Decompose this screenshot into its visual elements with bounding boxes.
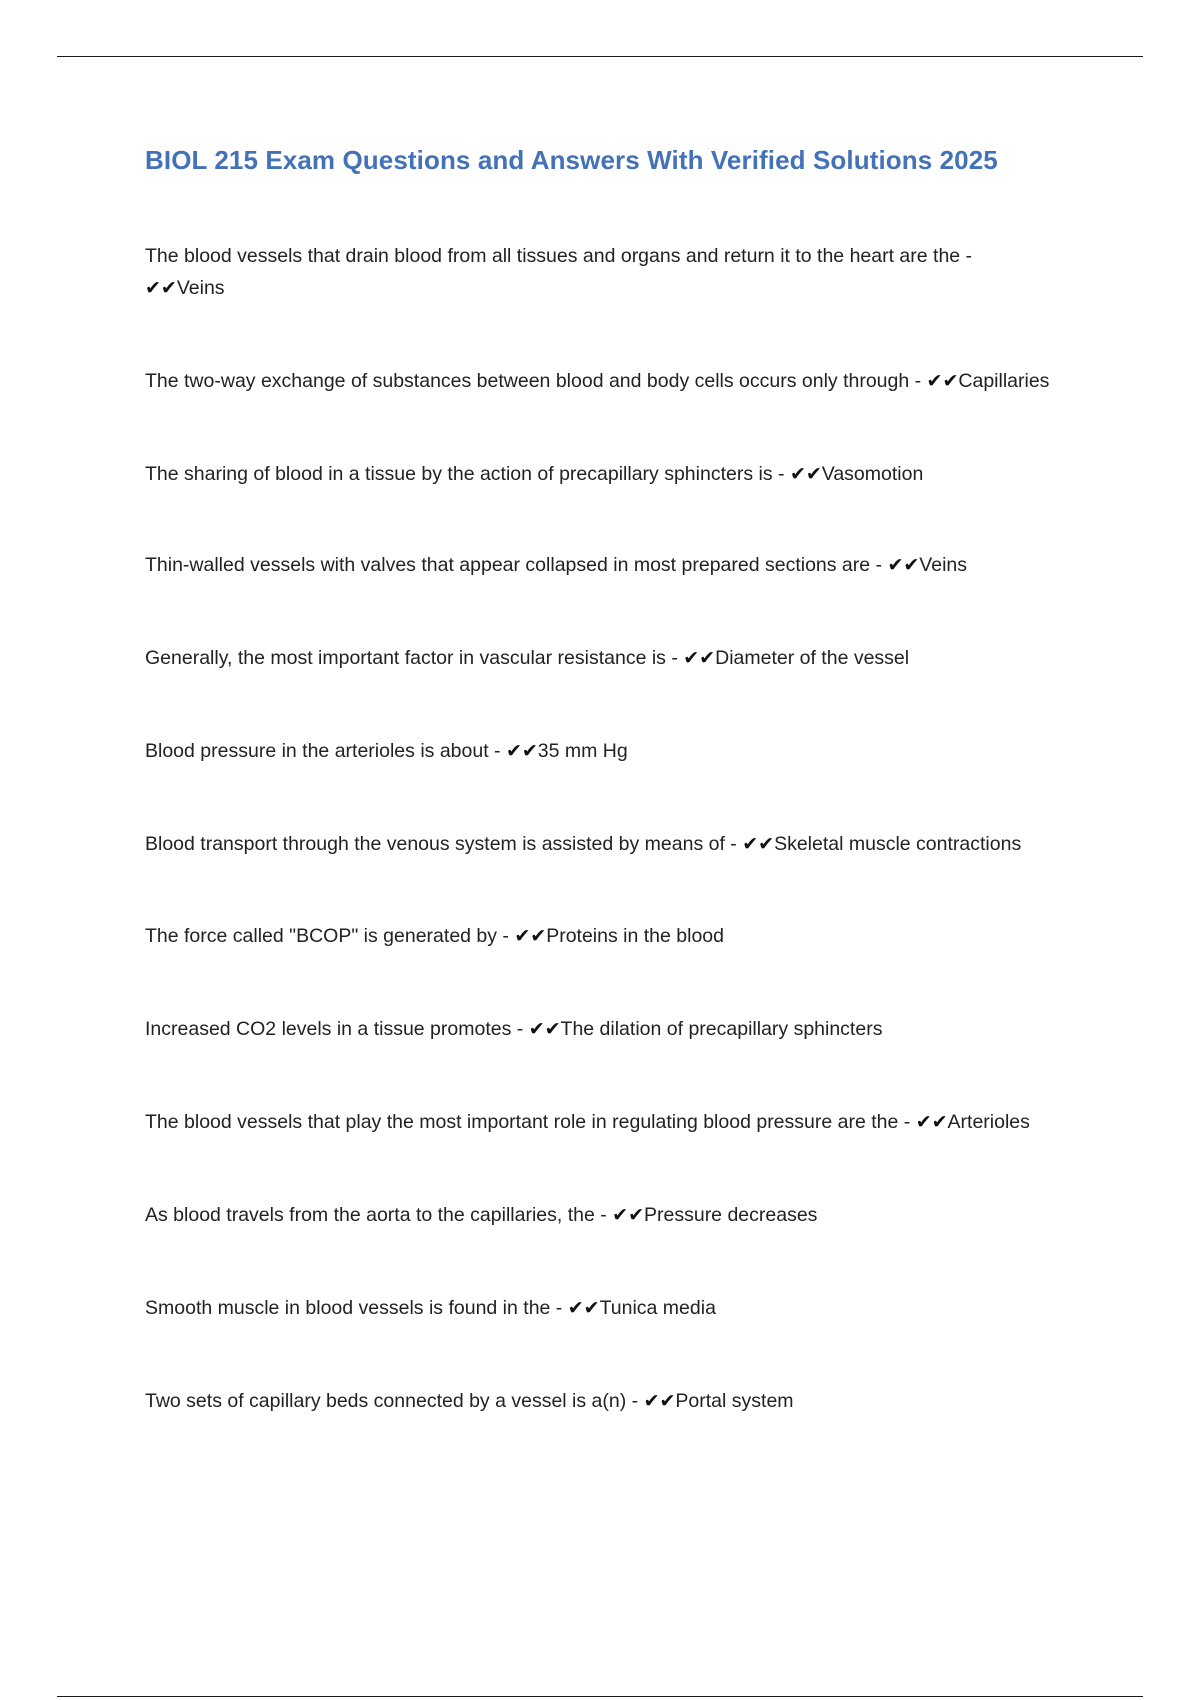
checkmark-icon: ✔✔ xyxy=(643,1390,676,1412)
answer-text: 35 mm Hg xyxy=(537,740,628,762)
answer-text: Arterioles xyxy=(947,1111,1030,1133)
answer-text: The dilation of precapillary sphincters xyxy=(560,1018,883,1040)
answer-text: Portal system xyxy=(675,1390,794,1412)
checkmark-icon: ✔✔ xyxy=(742,833,775,855)
qa-item xyxy=(145,365,1095,397)
answer-text: Capillaries xyxy=(958,370,1050,392)
question-text: Blood pressure in the arterioles is about - xyxy=(145,740,501,762)
question-text: The force called "BCOP" is generated by - xyxy=(145,925,509,947)
answer-text: Diameter of the vessel xyxy=(715,647,910,669)
question-text: Two sets of capillary beds connected by a vessel is a(n) - xyxy=(145,1390,639,1412)
qa-item xyxy=(145,828,1095,860)
answer-text: Skeletal muscle contractions xyxy=(774,833,1022,855)
qa-item xyxy=(145,549,1095,581)
question-text: Increased CO2 levels in a tissue promotes - xyxy=(145,1018,524,1040)
checkmark-icon: ✔✔ xyxy=(145,277,177,299)
qa-item xyxy=(145,1013,1095,1045)
answer-text: Proteins in the blood xyxy=(546,925,724,947)
answer-text: Veins xyxy=(176,277,225,299)
question-text: Thin-walled vessels with valves that appear collapsed in most prepared sections are - xyxy=(145,554,883,576)
question-text: The blood vessels that play the most important role in regulating blood pressure are the - xyxy=(145,1111,911,1133)
answer-text: Vasomotion xyxy=(821,463,924,485)
qa-item xyxy=(145,735,1095,767)
qa-item xyxy=(145,1106,1095,1138)
question-text: As blood travels from the aorta to the capillaries, the - xyxy=(145,1204,607,1226)
qa-item xyxy=(145,642,1095,674)
qa-item xyxy=(145,920,1095,952)
qa-item xyxy=(145,240,1095,304)
header-rule xyxy=(57,56,1143,57)
checkmark-icon: ✔✔ xyxy=(514,925,547,947)
checkmark-icon: ✔✔ xyxy=(683,647,716,669)
qa-item xyxy=(145,1199,1095,1231)
checkmark-icon: ✔✔ xyxy=(915,1111,948,1133)
checkmark-icon: ✔✔ xyxy=(926,370,959,392)
checkmark-icon: ✔✔ xyxy=(887,554,920,576)
question-text: Generally, the most important factor in vascular resistance is - xyxy=(145,647,678,669)
answer-text: Tunica media xyxy=(599,1297,716,1319)
answer-text: Veins xyxy=(919,554,967,576)
qa-item xyxy=(145,458,1095,490)
answer-text: Pressure decreases xyxy=(644,1204,818,1226)
qa-item xyxy=(145,1292,1095,1324)
footer-rule xyxy=(57,1696,1143,1697)
checkmark-icon: ✔✔ xyxy=(528,1018,561,1040)
question-text: Blood transport through the venous system is assisted by means of - xyxy=(145,833,737,855)
checkmark-icon: ✔✔ xyxy=(567,1297,600,1319)
checkmark-icon: ✔✔ xyxy=(789,463,822,485)
checkmark-icon: ✔✔ xyxy=(505,740,538,762)
question-text: The blood vessels that drain blood from all tissues and organs and return it to the heart are the - xyxy=(145,245,973,267)
question-text: Smooth muscle in blood vessels is found in the - xyxy=(145,1297,563,1319)
question-text: The two-way exchange of substances between blood and body cells occurs only through - xyxy=(145,370,922,392)
qa-item xyxy=(145,1385,1095,1417)
document-title: BIOL 215 Exam Questions and Answers With Verified Solutions 2025 xyxy=(145,145,998,175)
question-text: The sharing of blood in a tissue by the action of precapillary sphincters is - xyxy=(145,463,785,485)
checkmark-icon: ✔✔ xyxy=(612,1204,644,1226)
